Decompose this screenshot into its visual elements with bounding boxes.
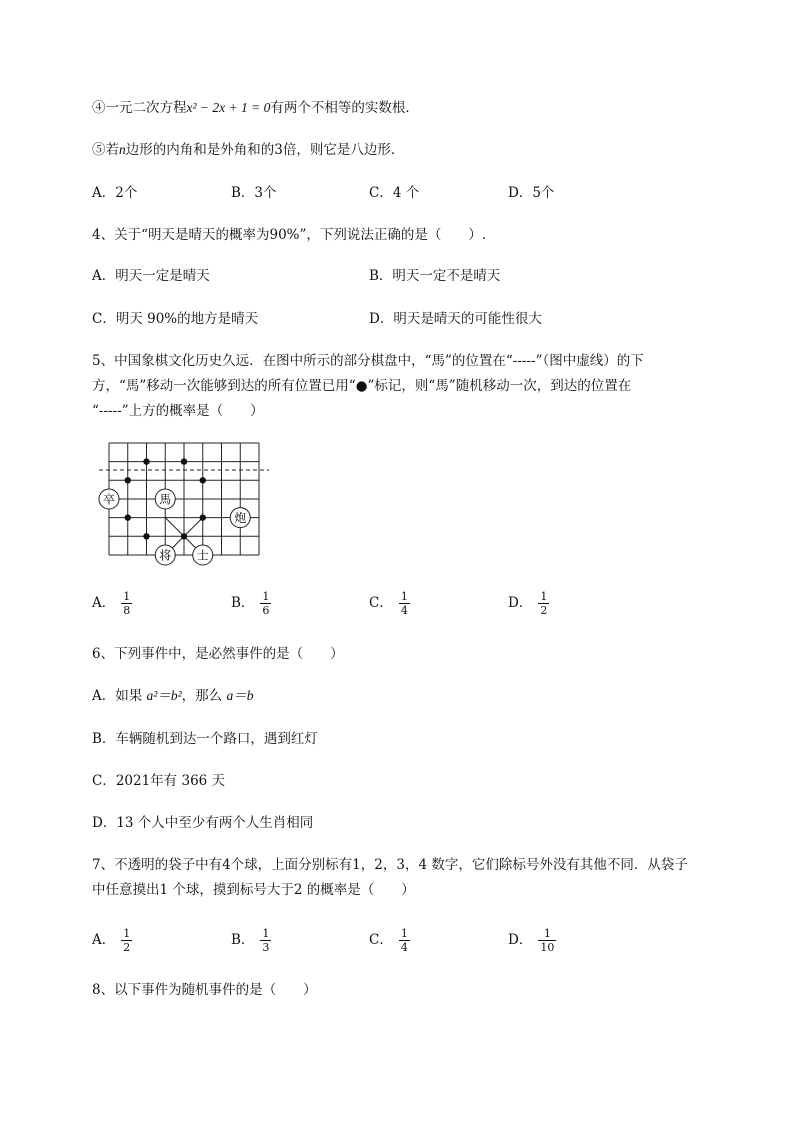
option-label: A． — [92, 932, 116, 948]
chess-board-figure — [95, 438, 275, 568]
q5-stem-line2: 方，“馬”移动一次能够到达的所有位置已用“●”标记，则“馬”随机移动一次，到达的位置在 — [92, 378, 632, 394]
q4-option-b[interactable]: B．明天一定不是晴天 — [369, 268, 501, 284]
svg-text:卒: 卒 — [102, 492, 116, 507]
q6-a-mid: ，那么 — [181, 688, 227, 704]
statement-4-tail: 有两个不相等的实数根． — [270, 100, 419, 116]
fraction: $\frac{1}{2}$ — [123, 927, 131, 954]
q3-option-d[interactable]: D．5个 — [508, 185, 555, 201]
option-label: D． — [508, 932, 533, 948]
q4-stem: 4、关于“明天是晴天的概率为90%”，下列说法正确的是（ ）. — [92, 227, 487, 243]
q7-option-d[interactable] — [508, 927, 556, 954]
q3-option-a[interactable]: A．2个 — [92, 185, 138, 201]
statement-4-text: ④一元二次方程 — [92, 100, 187, 116]
q8-stem: 8、以下事件为随机事件的是（ ） — [92, 982, 317, 998]
svg-text:士: 士 — [196, 548, 209, 563]
q6-a-prefix: A．如果 — [92, 688, 147, 704]
q7-stem-line2: 中任意摸出1 个球，摸到标号大于2 的概率是（ ） — [92, 882, 415, 898]
reachable-dot — [200, 514, 206, 520]
q5-stem-line1: 5、中国象棋文化历史久远．在图中所示的部分棋盘中，“馬”的位置在“-----”（图中虚线）的下 — [92, 353, 644, 369]
reachable-dot — [125, 477, 131, 483]
option-label: A． — [92, 595, 116, 611]
q7-option-a[interactable] — [92, 927, 132, 954]
piece-jiang — [155, 545, 175, 565]
fraction: $\frac{1}{4}$ — [400, 590, 408, 617]
option-label: C． — [369, 932, 393, 948]
statement-4-equation: x² − 2x + 1 = 0 — [186, 100, 271, 115]
statement-5-text: 边形的内角和是外角和的3倍，则它是八边形． — [125, 142, 405, 158]
piece-ma — [155, 489, 175, 509]
option-label: B． — [231, 595, 255, 611]
q6-a-result: a＝b — [226, 688, 254, 703]
piece-pao — [230, 508, 250, 528]
q5-stem-line3: “-----”上方的概率是（ ） — [92, 403, 264, 419]
reachable-dot — [143, 458, 149, 464]
statement-5-prefix: ⑤若 — [92, 142, 119, 158]
piece-zu — [99, 489, 119, 509]
q6-option-b[interactable]: B．车辆随机到达一个路口，遇到红灯 — [92, 731, 318, 747]
reachable-dot — [181, 458, 187, 464]
statement-5-variable: n — [119, 142, 126, 157]
reachable-dot — [143, 533, 149, 539]
fraction: $\frac{1}{2}$ — [540, 590, 548, 617]
q7-option-b[interactable] — [231, 927, 271, 954]
svg-text:炮: 炮 — [234, 511, 247, 525]
reachable-dot — [125, 514, 131, 520]
q3-option-c[interactable]: C．4 个 — [369, 185, 420, 201]
reachable-dot — [200, 477, 206, 483]
q4-option-d[interactable]: D．明天是晴天的可能性很大 — [369, 311, 542, 327]
q6-option-a[interactable] — [92, 686, 253, 706]
q4-option-a[interactable]: A．明天一定是晴天 — [92, 268, 210, 284]
option-label: D． — [508, 595, 533, 611]
q3-option-b[interactable]: B．3个 — [231, 185, 277, 201]
q5-option-b[interactable] — [231, 590, 271, 617]
q4-option-c[interactable]: C．明天 90%的地方是晴天 — [92, 311, 259, 327]
q6-option-d[interactable]: D．13 个人中至少有两个人生肖相同 — [92, 815, 314, 831]
q5-option-d[interactable] — [508, 590, 549, 617]
q7-option-c[interactable] — [369, 927, 410, 954]
q6-a-condition: a²＝b² — [146, 688, 182, 703]
statement-5 — [92, 140, 404, 160]
q6-stem: 6、下列事件中，是必然事件的是（ ） — [92, 646, 344, 662]
q7-stem-line1: 7、不透明的袋子中有4个球，上面分别标有1，2，3，4 数字，它们除标号外没有其他不同．从袋子 — [92, 857, 688, 873]
option-label: C． — [369, 595, 393, 611]
q5-option-c[interactable] — [369, 590, 410, 617]
q5-option-a[interactable] — [92, 590, 132, 617]
piece-shi — [193, 545, 213, 565]
reachable-dot — [181, 533, 187, 539]
fraction: $\frac{1}{10}$ — [540, 927, 555, 954]
statement-4 — [92, 98, 419, 118]
fraction: $\frac{1}{4}$ — [400, 927, 408, 954]
q6-option-c[interactable]: C．2021年有 366 天 — [92, 773, 226, 789]
option-label: B． — [231, 932, 255, 948]
svg-text:馬: 馬 — [159, 492, 172, 507]
fraction: $\frac{1}{6}$ — [262, 590, 270, 617]
svg-text:将: 将 — [159, 548, 172, 563]
fraction: $\frac{1}{8}$ — [123, 590, 131, 617]
fraction: $\frac{1}{3}$ — [262, 927, 270, 954]
